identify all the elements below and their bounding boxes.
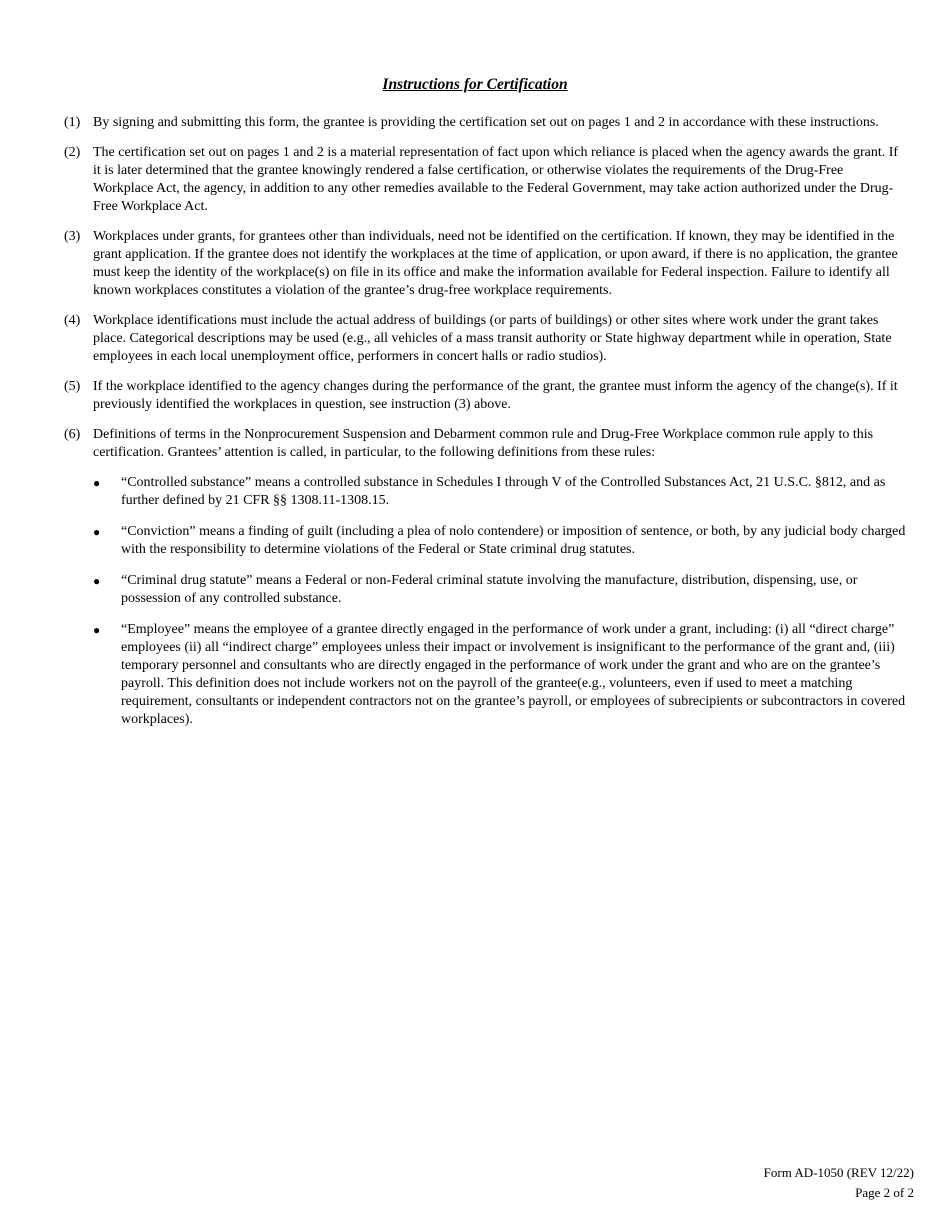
instruction-number: (4) bbox=[64, 313, 81, 328]
definition-criminal-drug-statute bbox=[93, 572, 906, 608]
definition-conviction bbox=[93, 523, 906, 559]
definitions-list bbox=[93, 474, 906, 729]
bullet-icon: ● bbox=[93, 525, 101, 539]
instruction-number: (1) bbox=[64, 115, 81, 130]
instruction-number: (3) bbox=[64, 229, 81, 244]
definition-text: “Conviction” means a finding of guilt (including a plea of nolo contendere) or imposition of sentence, or both, by any judicial body charged with the responsibility to determine violations of the Federal or State criminal drug statutes. bbox=[121, 524, 906, 557]
bullet-icon: ● bbox=[93, 574, 101, 588]
instruction-text: Workplace identifications must include the actual address of buildings (or parts of buildings) or other sites where work under the grant takes place. Categorical descriptions may be used (e.g., all vehicles of a mass transit authority or State highway department while in operation, State employees in each local unemployment office, performers in concert halls or radio studios). bbox=[93, 313, 892, 364]
form-id: Form AD-1050 (REV 12/22) bbox=[763, 1165, 914, 1180]
instruction-1 bbox=[64, 114, 906, 132]
page-footer bbox=[764, 1163, 914, 1203]
instruction-3 bbox=[64, 228, 906, 300]
instruction-text: Workplaces under grants, for grantees other than individuals, need not be identified on the certification. If known, they may be identified in the grant application. If the grantee does not identify the workplaces at the time of application, or upon award, if there is no application, the grantee must keep the identity of the workplace(s) on file in its office and make the information available for Federal inspection. Failure to identify all known workplaces constitutes a violation of the grantee’s drug-free workplace requirements. bbox=[93, 229, 898, 298]
instruction-number: (5) bbox=[64, 379, 81, 394]
page-number: Page 2 of 2 bbox=[855, 1185, 914, 1200]
instruction-6 bbox=[64, 426, 906, 742]
instruction-body bbox=[93, 426, 906, 742]
page-title: Instructions for Certification bbox=[382, 76, 568, 93]
instruction-text: The certification set out on pages 1 and 2 is a material representation of fact upon which reliance is placed when the agency awards the grant. If it is later determined that the grantee knowingly rendered a false certification, or otherwise violates the requirements of the Drug-Free Workplace Act, the agency, in addition to any other remedies available to the Federal Government, may take action authorized under the Drug-Free Workplace Act. bbox=[93, 145, 899, 214]
instruction-text: Definitions of terms in the Nonprocurement Suspension and Debarment common rule and Drug-Free Workplace common rule apply to this certification. Grantees’ attention is called, in particular, to the following definitions from these rules: bbox=[93, 427, 874, 460]
instruction-number: (6) bbox=[64, 427, 81, 442]
definition-text: “Criminal drug statute” means a Federal or non-Federal criminal statute involving the manufacture, distribution, dispensing, use, or possession of any controlled substance. bbox=[121, 573, 858, 606]
instruction-text: By signing and submitting this form, the grantee is providing the certification set out on pages 1 and 2 in accordance with these instructions. bbox=[93, 115, 879, 130]
instruction-2 bbox=[64, 144, 906, 216]
instruction-4 bbox=[64, 312, 906, 366]
definition-controlled-substance bbox=[93, 474, 906, 510]
definition-employee bbox=[93, 621, 906, 729]
instruction-5 bbox=[64, 378, 906, 414]
definition-text: “Controlled substance” means a controlled substance in Schedules I through V of the Controlled Substances Act, 21 U.S.C. §812, and as further defined by 21 CFR §§ 1308.11-1308.15. bbox=[121, 475, 886, 508]
instruction-number: (2) bbox=[64, 145, 81, 160]
bullet-icon: ● bbox=[93, 623, 101, 637]
bullet-icon: ● bbox=[93, 476, 101, 490]
definition-text: “Employee” means the employee of a grantee directly engaged in the performance of work under a grant, including: (i) all “direct charge” employees (ii) all “indirect charge” employees unless their impact or involvement is insignificant to the performance of the grant and, (iii) temporary personnel and consultants who are directly engaged in the performance of work under the grant and who are on the grantee’s payroll. This definition does not include workers not on the payroll of the grantee(e.g., volunteers, even if used to meet a matching requirement, consultants or independent contractors not on the grantee’s payroll, or employees of subrecipients or subcontractors in covered workplaces). bbox=[121, 622, 906, 727]
instructions-list bbox=[64, 114, 906, 754]
instruction-text: If the workplace identified to the agency changes during the performance of the grant, the grantee must inform the agency of the change(s). If it previously identified the workplaces in question, see instruction (3) above. bbox=[93, 379, 898, 412]
